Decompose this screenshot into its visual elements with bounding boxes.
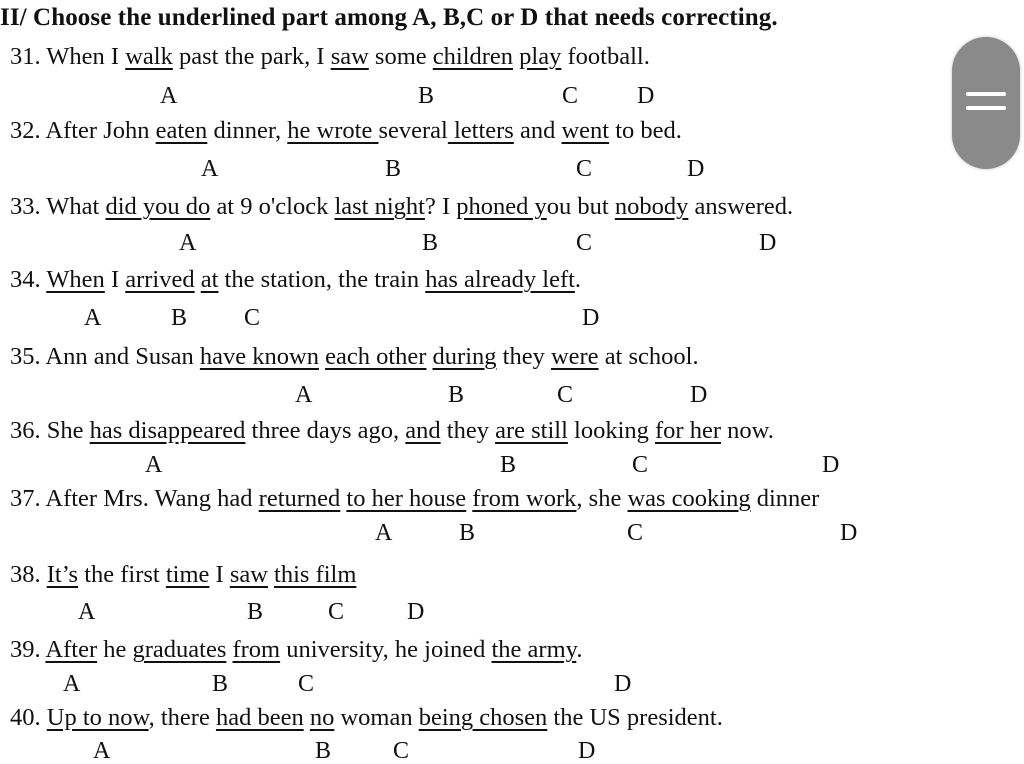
option-label-a: A xyxy=(93,738,111,764)
sentence-text: dinner, xyxy=(207,117,288,144)
option-label-a: A xyxy=(201,156,219,182)
option-label-c: C xyxy=(244,305,261,331)
underlined-part: being chosen xyxy=(418,704,548,731)
option-label-c: C xyxy=(328,599,345,625)
sentence-text: he xyxy=(97,636,133,663)
sentence-text: 40. xyxy=(10,704,47,731)
question-35-sentence xyxy=(10,345,699,370)
option-label-b: B xyxy=(459,520,476,546)
sentence-text: 39. xyxy=(10,636,46,663)
sentence-text: 31. When I xyxy=(10,43,126,70)
sentence-text: looking xyxy=(567,417,656,444)
question-34-sentence xyxy=(10,268,581,293)
option-label-c: C xyxy=(393,738,410,764)
underlined-part: play xyxy=(519,43,562,70)
sentence-text: woman xyxy=(334,704,419,731)
sentence-text: 32. After John xyxy=(10,117,156,144)
underlined-part: last night xyxy=(334,193,425,220)
underlined-part: children xyxy=(432,43,514,70)
sentence-text: and xyxy=(513,117,562,144)
underlined-part: during xyxy=(432,343,497,370)
underlined-part: was cooking xyxy=(627,485,751,512)
underlined-part: walk xyxy=(125,43,173,70)
underlined-part: this film xyxy=(274,561,357,588)
underlined-part: had been xyxy=(215,704,304,731)
sentence-text: university, he joined xyxy=(280,636,492,663)
sentence-text: three days ago, xyxy=(245,417,406,444)
option-label-d: D xyxy=(582,305,600,331)
sentence-text: the US president. xyxy=(547,704,723,731)
underlined-part: returned xyxy=(258,485,341,512)
underlined-part: for her xyxy=(655,417,721,444)
sentence-text: some xyxy=(368,43,433,70)
underlined-part: the army xyxy=(491,636,577,663)
sentence-text: . xyxy=(574,266,582,293)
underlined-part: letters xyxy=(447,117,514,144)
option-label-d: D xyxy=(822,452,840,478)
underlined-part: are still xyxy=(495,417,568,444)
underlined-part: eaten xyxy=(155,117,208,144)
sentence-text: , she xyxy=(576,485,628,512)
underlined-part: to her house xyxy=(346,485,467,512)
sentence-text: the station, the train xyxy=(218,266,426,293)
question-37-sentence xyxy=(10,487,819,512)
question-39-sentence xyxy=(10,638,582,663)
sentence-text: past the park, I xyxy=(172,43,331,70)
sentence-text: at 9 o'clock xyxy=(210,193,335,220)
underlined-part: graduates xyxy=(132,636,227,663)
underlined-part: each other xyxy=(325,343,427,370)
sentence-text: at school. xyxy=(598,343,699,370)
option-label-b: B xyxy=(385,156,402,182)
option-label-d: D xyxy=(614,671,632,697)
question-40-sentence xyxy=(10,706,723,731)
underlined-part: from xyxy=(232,636,281,663)
sentence-text: 36. She xyxy=(10,417,90,444)
underlined-part: he wrote xyxy=(287,117,379,144)
underlined-part: were xyxy=(550,343,599,370)
scroll-handle[interactable] xyxy=(952,37,1020,169)
question-33-sentence xyxy=(10,195,793,220)
option-label-a: A xyxy=(375,520,393,546)
underlined-part: It’s xyxy=(46,561,79,588)
underlined-part: phoned y xyxy=(456,193,547,220)
option-label-b: B xyxy=(171,305,188,331)
option-label-a: A xyxy=(78,599,96,625)
option-label-c: C xyxy=(557,382,574,408)
underlined-part: nobody xyxy=(614,193,689,220)
option-label-d: D xyxy=(407,599,425,625)
sentence-text: 34. xyxy=(10,266,47,293)
sentence-text: 35. Ann and Susan xyxy=(10,343,200,370)
sentence-text: ou but xyxy=(546,193,615,220)
underlined-part: saw xyxy=(229,561,268,588)
underlined-part: no xyxy=(309,704,335,731)
sentence-text: the first xyxy=(78,561,166,588)
option-label-c: C xyxy=(562,83,579,109)
underlined-part: did you do xyxy=(105,193,211,220)
option-label-d: D xyxy=(578,738,596,764)
sentence-text: , there xyxy=(148,704,216,731)
underlined-part: After xyxy=(45,636,98,663)
option-label-b: B xyxy=(315,738,332,764)
sentence-text: they xyxy=(496,343,551,370)
option-label-d: D xyxy=(687,156,705,182)
sentence-text: I xyxy=(104,266,126,293)
option-label-a: A xyxy=(160,83,178,109)
option-label-c: C xyxy=(627,520,644,546)
underlined-part: and xyxy=(405,417,441,444)
option-label-a: A xyxy=(295,382,313,408)
question-32-sentence xyxy=(10,119,682,144)
option-label-d: D xyxy=(637,83,655,109)
underlined-part: Up to now xyxy=(46,704,149,731)
question-31-sentence xyxy=(10,45,650,70)
option-label-d: D xyxy=(759,230,777,256)
option-label-b: B xyxy=(418,83,435,109)
option-label-d: D xyxy=(840,520,858,546)
option-label-a: A xyxy=(84,305,102,331)
sentence-text: 33. What xyxy=(10,193,106,220)
sentence-text: answered. xyxy=(688,193,794,220)
option-label-b: B xyxy=(500,452,517,478)
sentence-text: ? I xyxy=(424,193,457,220)
sentence-text: dinner xyxy=(750,485,820,512)
exercise-title: II/ Choose the underlined part among A, B,C or D that needs correcting. xyxy=(0,4,778,31)
option-label-c: C xyxy=(576,156,593,182)
option-label-d: D xyxy=(690,382,708,408)
option-label-b: B xyxy=(448,382,465,408)
sentence-text: to bed. xyxy=(609,117,682,144)
underlined-part: When xyxy=(46,266,105,293)
option-label-a: A xyxy=(179,230,197,256)
underlined-part: went xyxy=(561,117,610,144)
question-36-sentence xyxy=(10,419,774,444)
sentence-text: . xyxy=(576,636,583,663)
sentence-text: 37. After Mrs. Wang had xyxy=(10,485,259,512)
option-label-c: C xyxy=(298,671,315,697)
option-label-a: A xyxy=(145,452,163,478)
underlined-part: saw xyxy=(330,43,369,70)
question-38-sentence xyxy=(10,563,356,588)
option-label-c: C xyxy=(632,452,649,478)
sentence-text: football. xyxy=(561,43,650,70)
underlined-part: from work xyxy=(472,485,577,512)
underlined-part: has disappeared xyxy=(89,417,246,444)
underlined-part: have known xyxy=(199,343,319,370)
option-label-c: C xyxy=(576,230,593,256)
sentence-text: I xyxy=(209,561,230,588)
underlined-part: time xyxy=(165,561,210,588)
underlined-part: arrived xyxy=(125,266,195,293)
underlined-part: at xyxy=(200,266,219,293)
option-label-b: B xyxy=(212,671,229,697)
option-label-b: B xyxy=(422,230,439,256)
sentence-text: now. xyxy=(721,417,774,444)
option-label-a: A xyxy=(63,671,81,697)
sentence-text: several xyxy=(378,117,448,144)
sentence-text: 38. xyxy=(10,561,47,588)
underlined-part: has already left xyxy=(425,266,575,293)
option-label-b: B xyxy=(247,599,264,625)
sentence-text: they xyxy=(440,417,496,444)
